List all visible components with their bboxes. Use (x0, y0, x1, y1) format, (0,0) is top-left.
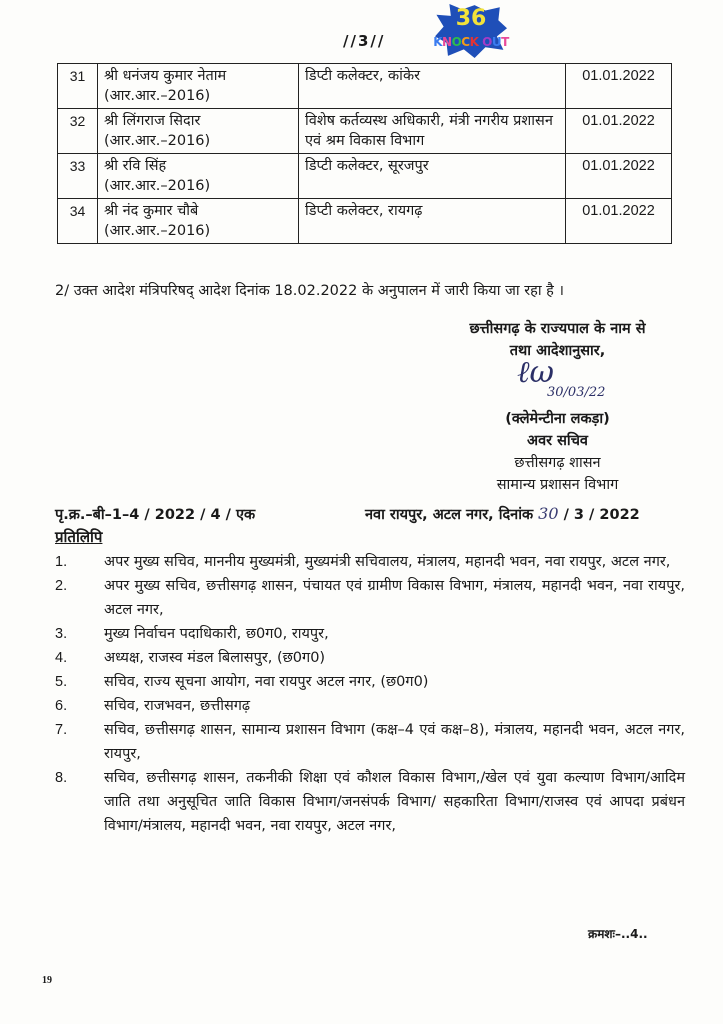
officer-batch: (आर.आर.–2016) (104, 133, 211, 149)
continuation-note: क्रमशः–..4.. (588, 927, 648, 941)
table-row (58, 154, 672, 199)
officer-batch: (आर.आर.–2016) (104, 88, 211, 104)
posting-cell: विशेष कर्तव्यस्थ अधिकारी, मंत्री नगरीय प्रशासन एवं श्रम विकास विभाग (299, 109, 566, 154)
list-item (55, 646, 685, 670)
serial-cell: 31 (58, 64, 98, 109)
posting-cell: डिप्टी कलेक्टर, कांकेर (299, 64, 566, 109)
table-row (58, 199, 672, 244)
signature-block (435, 318, 680, 496)
list-item (55, 694, 685, 718)
officer-cell (98, 64, 299, 109)
signatory-name: (क्लेमेन्टीना लकड़ा) (505, 411, 610, 427)
officer-cell (98, 199, 299, 244)
compliance-paragraph: 2/ उक्त आदेश मंत्रिपरिषद् आदेश दिनांक 18.02.2022 के अनुपालन में जारी किया जा रहा है । (55, 283, 564, 299)
list-item (55, 670, 685, 694)
officer-batch: (आर.आर.–2016) (104, 223, 211, 239)
watermark-text: KNOCK OUT (433, 35, 509, 49)
list-item (55, 550, 685, 574)
list-item (55, 718, 685, 766)
serial-cell: 34 (58, 199, 98, 244)
date-cell: 01.01.2022 (566, 154, 672, 199)
signature-date: 30/03/22 (547, 385, 606, 400)
signatory-department: सामान्य प्रशासन विभाग (496, 477, 619, 493)
posting-cell: डिप्टी कलेक्टर, सूरजपुर (299, 154, 566, 199)
watermark-number: 36 (455, 6, 487, 31)
serial-cell: 33 (58, 154, 98, 199)
signatory-government: छत्तीसगढ़ शासन (514, 455, 601, 471)
list-item (55, 766, 685, 838)
serial-cell: 32 (58, 109, 98, 154)
list-number: 4. (55, 650, 68, 666)
officer-name: श्री लिंगराज सिदार (104, 113, 201, 129)
list-number: 2. (55, 578, 68, 594)
officer-name: श्री नंद कुमार चौबे (104, 203, 199, 219)
date-suffix: / 3 / 2022 (563, 507, 640, 523)
list-text: सचिव, छत्तीसगढ़ शासन, तकनीकी शिक्षा एवं कौशल विकास विभाग,/खेल एवं युवा कल्याण विभाग/आदिम जाति तथा अनुसूचित जाति विकास विभाग/जनसंपर्क विभाग/ सहकारिता विभाग/राजस्व एवं आपदा प्रबंधन विभाग/मंत्रालय, महानदी भवन, नवा रायपुर, अटल नगर, (104, 770, 685, 834)
handwritten-signature (435, 355, 680, 408)
list-number: 7. (55, 722, 68, 738)
signature-mark: ℓω (517, 355, 554, 390)
list-item (55, 574, 685, 622)
page-marker: //3// (343, 32, 386, 50)
reference-number: पृ.क्र.–बी–1–4 / 2022 / 4 / एक (55, 507, 256, 523)
list-number: 3. (55, 626, 68, 642)
officer-cell (98, 109, 299, 154)
list-text: मुख्य निर्वाचन पदाधिकारी, छ0ग0, रायपुर, (104, 626, 329, 642)
posting-cell: डिप्टी कलेक्टर, रायगढ़ (299, 199, 566, 244)
officer-batch: (आर.आर.–2016) (104, 178, 211, 194)
table-row (58, 64, 672, 109)
signatory-designation: अवर सचिव (527, 433, 588, 449)
posting-table (57, 63, 672, 244)
list-number: 1. (55, 554, 68, 570)
copy-list (55, 550, 685, 838)
list-text: अपर मुख्य सचिव, माननीय मुख्यमंत्री, मुख्यमंत्री सचिवालय, मंत्रालय, महानदी भवन, नवा रायपुर, अटल नगर, (104, 554, 671, 570)
page-number: 19 (42, 975, 52, 986)
list-text: अपर मुख्य सचिव, छत्तीसगढ़ शासन, पंचायत एवं ग्रामीण विकास विभाग, मंत्रालय, महानदी भवन, नवा रायपुर, अटल नगर, (104, 578, 685, 618)
list-text: सचिव, छत्तीसगढ़ शासन, सामान्य प्रशासन विभाग (कक्ष–4 एवं कक्ष–8), मंत्रालय, महानदी भवन, अटल नगर, रायपुर, (104, 722, 685, 762)
handwritten-day: 30 (538, 504, 559, 523)
list-item (55, 622, 685, 646)
date-cell: 01.01.2022 (566, 109, 672, 154)
table-row (58, 109, 672, 154)
list-text: अध्यक्ष, राजस्व मंडल बिलासपुर, (छ0ग0) (104, 650, 326, 666)
date-cell: 01.01.2022 (566, 199, 672, 244)
copy-heading: प्रतिलिपि (55, 528, 103, 546)
place-date-line (365, 504, 640, 524)
officer-name: श्री धनंजय कुमार नेताम (104, 68, 227, 84)
watermark-logo (425, 2, 517, 60)
authority-line-1: छत्तीसगढ़ के राज्यपाल के नाम से (469, 321, 646, 337)
date-cell: 01.01.2022 (566, 64, 672, 109)
list-text: सचिव, राज्य सूचना आयोग, नवा रायपुर अटल नगर, (छ0ग0) (104, 674, 429, 690)
list-number: 6. (55, 698, 68, 714)
authority-line-2: तथा आदेशानुसार, (509, 343, 606, 359)
list-number: 8. (55, 770, 68, 786)
officer-name: श्री रवि सिंह (104, 158, 167, 174)
place-date-prefix: नवा रायपुर, अटल नगर, दिनांक (365, 507, 534, 523)
list-text: सचिव, राजभवन, छत्तीसगढ़ (104, 698, 251, 714)
list-number: 5. (55, 674, 68, 690)
officer-cell (98, 154, 299, 199)
